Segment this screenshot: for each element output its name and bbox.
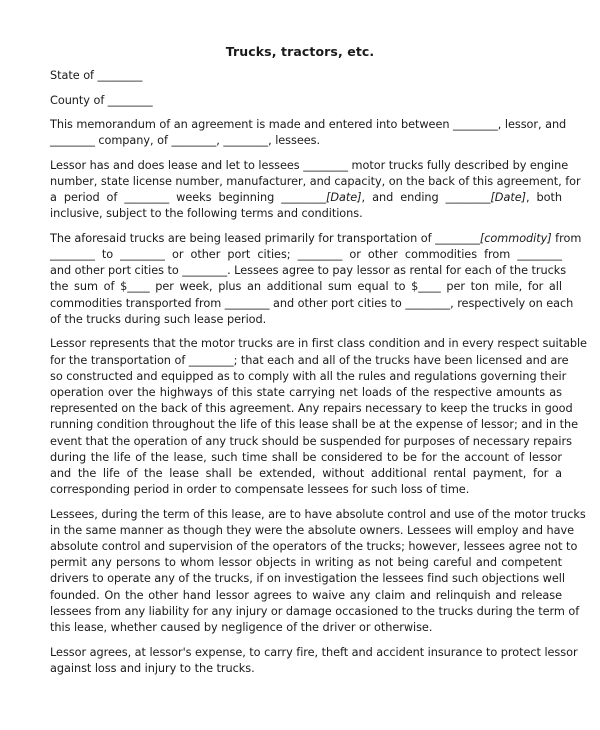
- paragraph-line: drivers to operate any of the trucks, if on investigation the lessees find such objections well: [50, 572, 565, 586]
- paragraph-line: commodities transported from ________ and other port cities to ________, respectively on each: [50, 296, 574, 310]
- paragraph-line: the sum of $____ per week, plus an additional sum equal to $____ per ton mile, for all: [50, 280, 562, 294]
- paragraph-parties: [50, 117, 567, 149]
- paragraph-line: absolute control and supervision of the operators of the trucks; however, lessees agree not to: [50, 540, 578, 554]
- paragraph-line: of the trucks during such lease period.: [50, 312, 267, 326]
- paragraph-line: for the transportation of ________; that each and all of the trucks have been licensed and are: [50, 353, 569, 367]
- paragraph-line: Lessor agrees, at lessor's expense, to carry fire, theft and accident insurance to protect lessor: [50, 645, 578, 659]
- paragraph-line: inclusive, subject to the following terms and conditions.: [50, 207, 363, 221]
- paragraph-line: in the same manner as though they were the absolute owners. Lessees will employ and have: [50, 523, 575, 537]
- paragraph-line: against loss and injury to the trucks.: [50, 661, 255, 675]
- document-title: Trucks, tractors, etc.: [225, 44, 375, 59]
- paragraph-line: and other port cities to ________. Lessees agree to pay lessor as rental for each of the trucks: [50, 264, 567, 278]
- document-body: [50, 68, 587, 685]
- paragraph-line: represented on the back of this agreement. Any repairs necessary to keep the trucks in good: [50, 402, 573, 416]
- paragraph-condition: [50, 336, 587, 498]
- paragraph-line: number, state license number, manufacturer, and capacity, on the back of this agreement, for: [50, 174, 581, 188]
- paragraph-line: this lease, whether caused by negligence of the driver or otherwise.: [50, 621, 433, 635]
- paragraph-line: founded. On the other hand lessor agrees to waive any claim and relinquish and release: [50, 588, 562, 602]
- county-line-text: County of ________: [50, 93, 153, 107]
- paragraph-transport: [50, 231, 582, 328]
- paragraph-line: a period of ________ weeks beginning ________[Date], and ending ________[Date], both: [50, 191, 562, 205]
- paragraph-control: [50, 507, 586, 637]
- paragraph-line: and the life of the lease shall be extended, without additional rental payment, for a: [50, 466, 562, 480]
- paragraph-line: The aforesaid trucks are being leased primarily for transportation of ________[commodity] from: [50, 231, 582, 245]
- paragraph-line: Lessees, during the term of this lease, are to have absolute control and use of the motor trucks: [50, 507, 586, 521]
- state-line: [50, 68, 562, 84]
- paragraph-line: Lessor represents that the motor trucks are in first class condition and in every respect suitable: [50, 337, 587, 351]
- paragraph-line: Lessor has and does lease and let to lessees ________ motor trucks fully described by engine: [50, 158, 569, 172]
- paragraph-lease-terms: [50, 158, 581, 223]
- paragraph-line: lessees from any liability for any injury or damage occasioned to the trucks during the term of: [50, 604, 580, 618]
- paragraph-line: during the life of the lease, such time shall be considered to be for the account of lessor: [50, 450, 562, 464]
- paragraph-line: corresponding period in order to compensate lessees for such loss of time.: [50, 483, 470, 497]
- paragraph-line: event that the operation of any truck should be suspended for purposes of necessary repairs: [50, 434, 572, 448]
- paragraph-line: permit any persons to whom lessor objects in writing as not being careful and competent: [50, 556, 562, 570]
- paragraph-line: ________ company, of ________, ________, lessees.: [50, 134, 321, 148]
- paragraph-line: running condition throughout the life of this lease shall be at the expense of lessor; and in the: [50, 418, 579, 432]
- paragraph-line: operation over the highways of this state carrying net loads of the respective amounts as: [50, 385, 562, 399]
- paragraph-line: so constructed and equipped as to comply with all the rules and regulations governing their: [50, 369, 567, 383]
- paragraph-line: ________ to ________ or other port cities; ________ or other commodities from ________: [50, 248, 562, 262]
- county-line: [50, 93, 562, 109]
- paragraph-line: This memorandum of an agreement is made and entered into between ________, lessor, and: [50, 118, 567, 131]
- paragraph-insurance: [50, 645, 578, 677]
- state-line-text: State of ________: [50, 69, 143, 82]
